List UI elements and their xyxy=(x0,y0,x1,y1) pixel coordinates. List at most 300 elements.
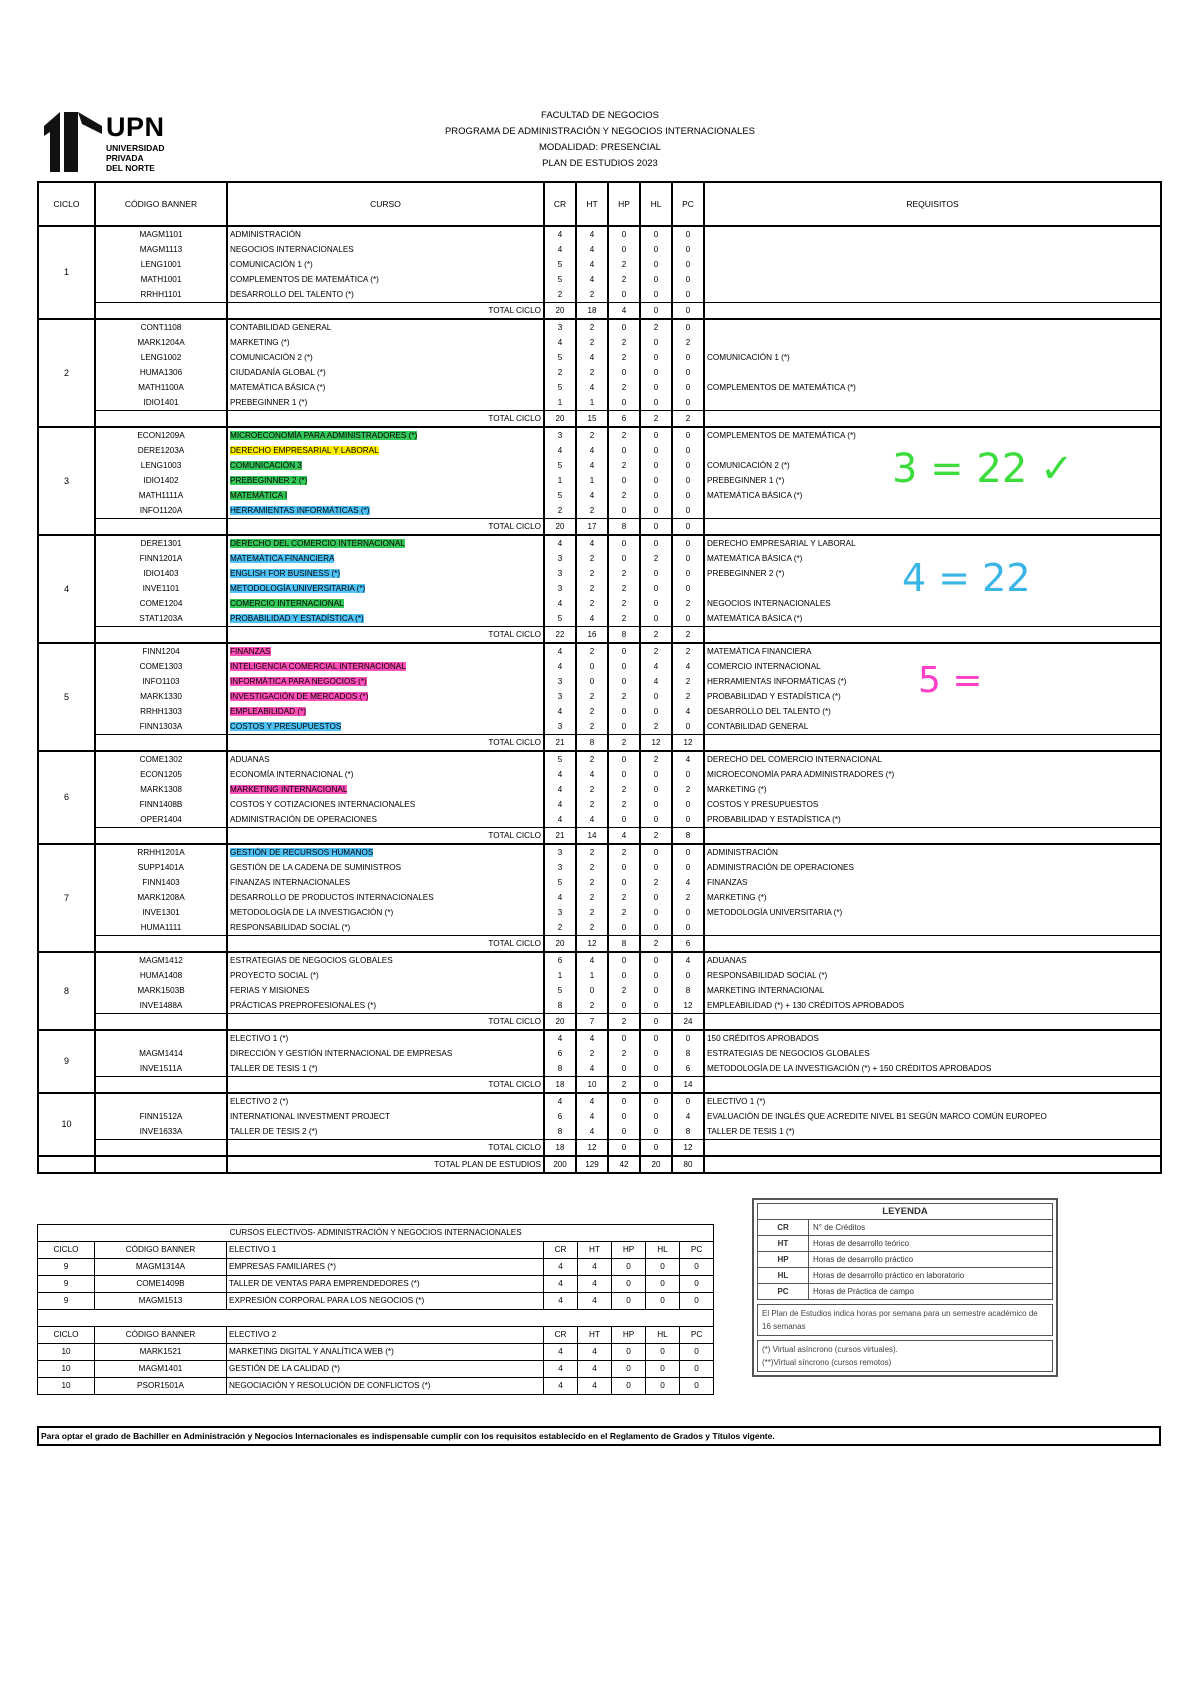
course-hp: 2 xyxy=(608,581,640,596)
course-ht: 4 xyxy=(576,380,608,395)
course-hl: 2 xyxy=(640,643,672,659)
course-name: INVESTIGACIÓN DE MERCADOS (*) xyxy=(230,692,369,701)
course-hp: 0 xyxy=(608,751,640,767)
course-requisite: MATEMÁTICA BÁSICA (*) xyxy=(704,611,1161,627)
total-label: TOTAL CICLO xyxy=(227,627,544,644)
course-hp: 0 xyxy=(608,365,640,380)
course-ht: 4 xyxy=(576,1061,608,1077)
course-ht: 4 xyxy=(576,242,608,257)
elective-cell: 4 xyxy=(578,1344,612,1361)
course-requisite: FINANZAS xyxy=(704,875,1161,890)
course-hl: 0 xyxy=(640,983,672,998)
total-cr: 20 xyxy=(544,303,576,320)
course-name-cell xyxy=(227,704,544,719)
legend-title: LEYENDA xyxy=(758,1204,1053,1220)
elective-cell: 0 xyxy=(646,1378,680,1395)
course-requisite: DESARROLLO DEL TALENTO (*) xyxy=(704,704,1161,719)
course-name: ELECTIVO 2 (*) xyxy=(230,1097,289,1106)
course-name: CIUDADANÍA GLOBAL (*) xyxy=(230,368,326,377)
footer-note: Para optar el grado de Bachiller en Administración y Negocios Internacionales es indispensable cumplir con los requisitos establecido en el Reglamento de Grados y Títulos vigente. xyxy=(37,1426,1161,1446)
course-pc: 2 xyxy=(672,643,704,659)
course-ht: 2 xyxy=(576,596,608,611)
course-name: METODOLOGÍA DE LA INVESTIGACIÓN (*) xyxy=(230,908,394,917)
course-hl: 0 xyxy=(640,488,672,503)
cycle-number: 7 xyxy=(38,844,95,952)
elective-cell: 4 xyxy=(544,1378,578,1395)
upn-logo-icon xyxy=(42,112,104,172)
course-requisite: COMUNICACIÓN 1 (*) xyxy=(704,350,1161,365)
course-hl: 2 xyxy=(640,551,672,566)
total-empty-req xyxy=(704,303,1161,320)
course-hl: 0 xyxy=(640,968,672,983)
course-cr: 4 xyxy=(544,812,576,828)
electives-header-cell: HL xyxy=(646,1327,680,1344)
course-row xyxy=(38,659,1161,674)
elective-cell: 9 xyxy=(38,1293,95,1310)
total-label: TOTAL CICLO xyxy=(227,1077,544,1094)
course-code: LENG1003 xyxy=(95,458,227,473)
elective-cell: TALLER DE VENTAS PARA EMPRENDEDORES (*) xyxy=(227,1276,544,1293)
course-hl: 0 xyxy=(640,905,672,920)
course-pc: 0 xyxy=(672,1030,704,1046)
course-cr: 8 xyxy=(544,1124,576,1140)
course-requisite xyxy=(704,257,1161,272)
course-name-cell xyxy=(227,503,544,519)
elective-cell: 9 xyxy=(38,1259,95,1276)
course-name: PREBEGINNER 1 (*) xyxy=(230,398,308,407)
course-name: DESARROLLO DEL TALENTO (*) xyxy=(230,290,354,299)
course-ht: 2 xyxy=(576,905,608,920)
course-hl: 0 xyxy=(640,812,672,828)
col-curso: CURSO xyxy=(227,182,544,226)
course-name: NEGOCIOS INTERNACIONALES xyxy=(230,245,354,254)
course-ht: 2 xyxy=(576,782,608,797)
course-name-cell xyxy=(227,983,544,998)
course-ht: 2 xyxy=(576,319,608,335)
course-hl: 0 xyxy=(640,1061,672,1077)
electives-header-row xyxy=(38,1327,714,1344)
course-code: MARK1308 xyxy=(95,782,227,797)
course-cr: 4 xyxy=(544,659,576,674)
course-name: DERECHO EMPRESARIAL Y LABORAL xyxy=(230,446,379,455)
total-ht: 14 xyxy=(576,828,608,845)
total-label: TOTAL CICLO xyxy=(227,1014,544,1031)
handwritten-note-cycle-5: 5 = xyxy=(918,660,983,701)
course-name: MARKETING (*) xyxy=(230,338,290,347)
course-hp: 2 xyxy=(608,797,640,812)
course-cr: 5 xyxy=(544,350,576,365)
course-ht: 2 xyxy=(576,689,608,704)
course-requisite: EVALUACIÓN DE INGLÉS QUE ACREDITE NIVEL B1 SEGÚN MARCO COMÚN EUROPEO xyxy=(704,1109,1161,1124)
course-requisite: COMPLEMENTOS DE MATEMÁTICA (*) xyxy=(704,427,1161,443)
total-cr: 20 xyxy=(544,411,576,428)
course-name: ADMINISTRACIÓN xyxy=(230,230,301,239)
course-hl: 0 xyxy=(640,890,672,905)
course-code: MARK1204A xyxy=(95,335,227,350)
total-label: TOTAL CICLO xyxy=(227,936,544,953)
electives-header-cell: CR xyxy=(544,1242,578,1259)
course-pc: 8 xyxy=(672,1124,704,1140)
course-pc: 8 xyxy=(672,1046,704,1061)
course-code: RRHH1201A xyxy=(95,844,227,860)
course-hl: 0 xyxy=(640,350,672,365)
course-row xyxy=(38,365,1161,380)
course-row xyxy=(38,1124,1161,1140)
course-hp: 0 xyxy=(608,998,640,1014)
course-ht: 4 xyxy=(576,1030,608,1046)
course-pc: 2 xyxy=(672,689,704,704)
course-row xyxy=(38,226,1161,242)
course-pc: 0 xyxy=(672,920,704,936)
course-name-cell xyxy=(227,551,544,566)
course-code: FINN1204 xyxy=(95,643,227,659)
course-requisite: MATEMÁTICA BÁSICA (*) xyxy=(704,551,1161,566)
course-row xyxy=(38,797,1161,812)
course-cr: 3 xyxy=(544,581,576,596)
course-ht: 4 xyxy=(576,1109,608,1124)
electives-header-cell: ELECTIVO 2 xyxy=(227,1327,544,1344)
course-hp: 0 xyxy=(608,1030,640,1046)
course-cr: 3 xyxy=(544,844,576,860)
logo-sub-3: DEL NORTE xyxy=(106,162,155,173)
course-hp: 2 xyxy=(608,380,640,395)
course-name-cell xyxy=(227,812,544,828)
course-pc: 0 xyxy=(672,242,704,257)
elective-cell: 0 xyxy=(680,1378,714,1395)
elective-cell: 0 xyxy=(680,1259,714,1276)
grand-total-empty-2 xyxy=(95,1156,227,1173)
course-name: INTELIGENCIA COMERCIAL INTERNACIONAL xyxy=(230,662,406,671)
course-cr: 5 xyxy=(544,257,576,272)
elective-cell: 0 xyxy=(680,1361,714,1378)
total-hl: 2 xyxy=(640,828,672,845)
total-hl: 0 xyxy=(640,519,672,536)
course-hp: 0 xyxy=(608,920,640,936)
electives-header-cell: PC xyxy=(680,1327,714,1344)
course-name: ADMINISTRACIÓN DE OPERACIONES xyxy=(230,815,377,824)
course-ht: 1 xyxy=(576,395,608,411)
legend-desc: Horas de desarrollo práctico xyxy=(809,1252,1053,1268)
course-code: INVE1511A xyxy=(95,1061,227,1077)
total-ht: 17 xyxy=(576,519,608,536)
course-name: MATEMÁTICA FINANCIERA xyxy=(230,554,335,563)
course-hp: 0 xyxy=(608,719,640,735)
course-name-cell xyxy=(227,674,544,689)
col-ciclo: CICLO xyxy=(38,182,95,226)
course-hp: 0 xyxy=(608,535,640,551)
grand-total-label: TOTAL PLAN DE ESTUDIOS xyxy=(227,1156,544,1173)
course-cr: 5 xyxy=(544,983,576,998)
course-requisite xyxy=(704,226,1161,242)
course-pc: 0 xyxy=(672,566,704,581)
course-row xyxy=(38,395,1161,411)
total-cr: 20 xyxy=(544,1014,576,1031)
course-name: INFORMÁTICA PARA NEGOCIOS (*) xyxy=(230,677,367,686)
electives-title: CURSOS ELECTIVOS- ADMINISTRACIÓN Y NEGOCIOS INTERNACIONALES xyxy=(38,1225,714,1242)
cycle-number: 3 xyxy=(38,427,95,535)
course-name: ECONOMÍA INTERNACIONAL (*) xyxy=(230,770,354,779)
elective-cell: 9 xyxy=(38,1276,95,1293)
course-name-cell xyxy=(227,458,544,473)
total-empty-req xyxy=(704,936,1161,953)
course-code: MARK1208A xyxy=(95,890,227,905)
course-name: PROBABILIDAD Y ESTADÍSTICA (*) xyxy=(230,614,364,623)
logo-sub-1: UNIVERSIDAD xyxy=(106,143,165,153)
elective-cell: 0 xyxy=(646,1259,680,1276)
course-name-cell xyxy=(227,998,544,1014)
course-name: FINANZAS INTERNACIONALES xyxy=(230,878,351,887)
course-pc: 0 xyxy=(672,719,704,735)
course-pc: 0 xyxy=(672,551,704,566)
course-name-cell xyxy=(227,952,544,968)
document-header xyxy=(250,108,950,172)
total-hp: 0 xyxy=(608,1140,640,1157)
electives-header-cell: CÓDIGO BANNER xyxy=(95,1242,227,1259)
course-ht: 4 xyxy=(576,1093,608,1109)
course-row xyxy=(38,535,1161,551)
total-label: TOTAL CICLO xyxy=(227,411,544,428)
course-hp: 2 xyxy=(608,844,640,860)
course-cr: 5 xyxy=(544,875,576,890)
course-requisite: ESTRATEGIAS DE NEGOCIOS GLOBALES xyxy=(704,1046,1161,1061)
course-name-cell xyxy=(227,689,544,704)
course-code: INVE1301 xyxy=(95,905,227,920)
total-empty-code xyxy=(95,627,227,644)
course-ht: 4 xyxy=(576,443,608,458)
course-name: MATEMÁTICA I xyxy=(230,491,288,500)
course-ht: 2 xyxy=(576,920,608,936)
course-cr: 5 xyxy=(544,458,576,473)
course-code: IDIO1401 xyxy=(95,395,227,411)
legend-note-hours: El Plan de Estudios indica horas por semana para un semestre académico de 16 semanas xyxy=(757,1304,1053,1336)
course-ht: 2 xyxy=(576,427,608,443)
course-requisite xyxy=(704,287,1161,303)
total-ht: 7 xyxy=(576,1014,608,1031)
course-name-cell xyxy=(227,1124,544,1140)
course-name-cell xyxy=(227,1109,544,1124)
elective-cell: GESTIÓN DE LA CALIDAD (*) xyxy=(227,1361,544,1378)
course-code: INFO1120A xyxy=(95,503,227,519)
elective-row xyxy=(38,1293,714,1310)
cycle-number: 9 xyxy=(38,1030,95,1093)
course-requisite: PREBEGINNER 2 (*) xyxy=(704,566,1161,581)
course-ht: 0 xyxy=(576,674,608,689)
total-pc: 24 xyxy=(672,1014,704,1031)
course-hp: 0 xyxy=(608,473,640,488)
course-code: COME1303 xyxy=(95,659,227,674)
total-ht: 10 xyxy=(576,1077,608,1094)
legend-abbr: HP xyxy=(758,1252,809,1268)
course-code: MATH1111A xyxy=(95,488,227,503)
course-ht: 4 xyxy=(576,488,608,503)
course-requisite: 150 CRÉDITOS APROBADOS xyxy=(704,1030,1161,1046)
course-code: IDIO1402 xyxy=(95,473,227,488)
course-hp: 2 xyxy=(608,689,640,704)
course-row xyxy=(38,812,1161,828)
course-name: METODOLOGÍA UNIVERSITARIA (*) xyxy=(230,584,366,593)
course-ht: 2 xyxy=(576,751,608,767)
course-pc: 0 xyxy=(672,1093,704,1109)
total-hp: 4 xyxy=(608,303,640,320)
course-hp: 0 xyxy=(608,875,640,890)
elective-row xyxy=(38,1259,714,1276)
total-pc: 12 xyxy=(672,1140,704,1157)
course-hl: 0 xyxy=(640,689,672,704)
course-ht: 4 xyxy=(576,1124,608,1140)
cycle-total-row xyxy=(38,411,1161,428)
elective-row xyxy=(38,1344,714,1361)
course-code: COME1204 xyxy=(95,596,227,611)
total-hp: 4 xyxy=(608,828,640,845)
total-pc: 2 xyxy=(672,627,704,644)
course-hl: 0 xyxy=(640,704,672,719)
grand-total-hl: 20 xyxy=(640,1156,672,1173)
course-name-cell xyxy=(227,566,544,581)
course-code: MATH1001 xyxy=(95,272,227,287)
course-pc: 2 xyxy=(672,782,704,797)
course-cr: 3 xyxy=(544,674,576,689)
elective-cell: 0 xyxy=(680,1276,714,1293)
legend-abbr: HL xyxy=(758,1268,809,1284)
course-name-cell xyxy=(227,719,544,735)
total-hl: 2 xyxy=(640,627,672,644)
total-ht: 18 xyxy=(576,303,608,320)
course-requisite: MATEMÁTICA FINANCIERA xyxy=(704,643,1161,659)
course-name-cell xyxy=(227,767,544,782)
course-name: HERRAMIENTAS INFORMÁTICAS (*) xyxy=(230,506,370,515)
course-ht: 2 xyxy=(576,860,608,875)
course-hl: 0 xyxy=(640,257,672,272)
course-cr: 1 xyxy=(544,395,576,411)
elective-cell: 4 xyxy=(578,1259,612,1276)
course-row xyxy=(38,767,1161,782)
cycle-total-row xyxy=(38,1014,1161,1031)
course-hl: 0 xyxy=(640,844,672,860)
legend-desc: Horas de Práctica de campo xyxy=(809,1284,1053,1300)
total-empty-req xyxy=(704,627,1161,644)
course-name: TALLER DE TESIS 1 (*) xyxy=(230,1064,318,1073)
course-cr: 2 xyxy=(544,503,576,519)
course-pc: 0 xyxy=(672,767,704,782)
course-cr: 6 xyxy=(544,1046,576,1061)
course-pc: 0 xyxy=(672,905,704,920)
course-name: COMPLEMENTOS DE MATEMÁTICA (*) xyxy=(230,275,379,284)
course-name-cell xyxy=(227,365,544,380)
course-hp: 0 xyxy=(608,1124,640,1140)
course-code: MAGM1101 xyxy=(95,226,227,242)
col-codigo: CÓDIGO BANNER xyxy=(95,182,227,226)
course-pc: 4 xyxy=(672,952,704,968)
course-hl: 2 xyxy=(640,319,672,335)
course-row xyxy=(38,643,1161,659)
course-ht: 2 xyxy=(576,503,608,519)
course-ht: 4 xyxy=(576,535,608,551)
course-code: ECON1209A xyxy=(95,427,227,443)
course-code: INVE1101 xyxy=(95,581,227,596)
course-code: IDIO1403 xyxy=(95,566,227,581)
course-code: DERE1203A xyxy=(95,443,227,458)
course-row xyxy=(38,875,1161,890)
course-name-cell xyxy=(227,395,544,411)
cycle-total-row xyxy=(38,828,1161,845)
course-cr: 8 xyxy=(544,998,576,1014)
course-cr: 4 xyxy=(544,797,576,812)
grand-total-ht: 129 xyxy=(576,1156,608,1173)
course-hl: 0 xyxy=(640,380,672,395)
course-row xyxy=(38,905,1161,920)
course-hp: 0 xyxy=(608,704,640,719)
total-hp: 8 xyxy=(608,627,640,644)
total-ht: 8 xyxy=(576,735,608,752)
course-code: HUMA1306 xyxy=(95,365,227,380)
course-requisite: HERRAMIENTAS INFORMÁTICAS (*) xyxy=(704,674,1161,689)
course-requisite xyxy=(704,503,1161,519)
course-name-cell xyxy=(227,350,544,365)
course-pc: 0 xyxy=(672,350,704,365)
elective-cell: MARKETING DIGITAL Y ANALÍTICA WEB (*) xyxy=(227,1344,544,1361)
course-requisite: RESPONSABILIDAD SOCIAL (*) xyxy=(704,968,1161,983)
elective-cell: 0 xyxy=(646,1293,680,1310)
course-name-cell xyxy=(227,488,544,503)
course-name: FINANZAS xyxy=(230,647,271,656)
course-row xyxy=(38,257,1161,272)
total-empty-req xyxy=(704,1014,1161,1031)
course-name-cell xyxy=(227,659,544,674)
course-hl: 0 xyxy=(640,242,672,257)
course-ht: 4 xyxy=(576,458,608,473)
course-hl: 0 xyxy=(640,767,672,782)
elective-cell: 0 xyxy=(612,1344,646,1361)
course-name-cell xyxy=(227,319,544,335)
course-name: FERIAS Y MISIONES xyxy=(230,986,310,995)
cycle-total-row xyxy=(38,627,1161,644)
cycle-number: 4 xyxy=(38,535,95,643)
total-pc: 8 xyxy=(672,828,704,845)
elective-cell: PSOR1501A xyxy=(95,1378,227,1395)
electives-header-cell: CICLO xyxy=(38,1242,95,1259)
electives-spacer xyxy=(38,1310,714,1327)
course-ht: 1 xyxy=(576,473,608,488)
total-hl: 12 xyxy=(640,735,672,752)
course-requisite xyxy=(704,365,1161,380)
course-name: DIRECCIÓN Y GESTIÓN INTERNACIONAL DE EMPRESAS xyxy=(230,1049,453,1058)
course-requisite: ADMINISTRACIÓN xyxy=(704,844,1161,860)
course-name-cell xyxy=(227,890,544,905)
course-cr: 4 xyxy=(544,596,576,611)
course-requisite: PROBABILIDAD Y ESTADÍSTICA (*) xyxy=(704,689,1161,704)
electives-header-cell: CR xyxy=(544,1327,578,1344)
course-cr: 4 xyxy=(544,535,576,551)
course-name-cell xyxy=(227,380,544,395)
course-ht: 2 xyxy=(576,643,608,659)
course-hl: 0 xyxy=(640,566,672,581)
total-hl: 0 xyxy=(640,1077,672,1094)
course-ht: 2 xyxy=(576,551,608,566)
total-empty-code xyxy=(95,828,227,845)
course-hp: 0 xyxy=(608,551,640,566)
course-pc: 0 xyxy=(672,287,704,303)
course-cr: 1 xyxy=(544,473,576,488)
course-name: INTERNATIONAL INVESTMENT PROJECT xyxy=(230,1112,390,1121)
total-label: TOTAL CICLO xyxy=(227,735,544,752)
course-hp: 2 xyxy=(608,427,640,443)
course-row xyxy=(38,503,1161,519)
course-hp: 2 xyxy=(608,458,640,473)
course-requisite: COMERCIO INTERNACIONAL xyxy=(704,659,1161,674)
total-pc: 2 xyxy=(672,411,704,428)
course-hl: 2 xyxy=(640,875,672,890)
course-pc: 0 xyxy=(672,226,704,242)
